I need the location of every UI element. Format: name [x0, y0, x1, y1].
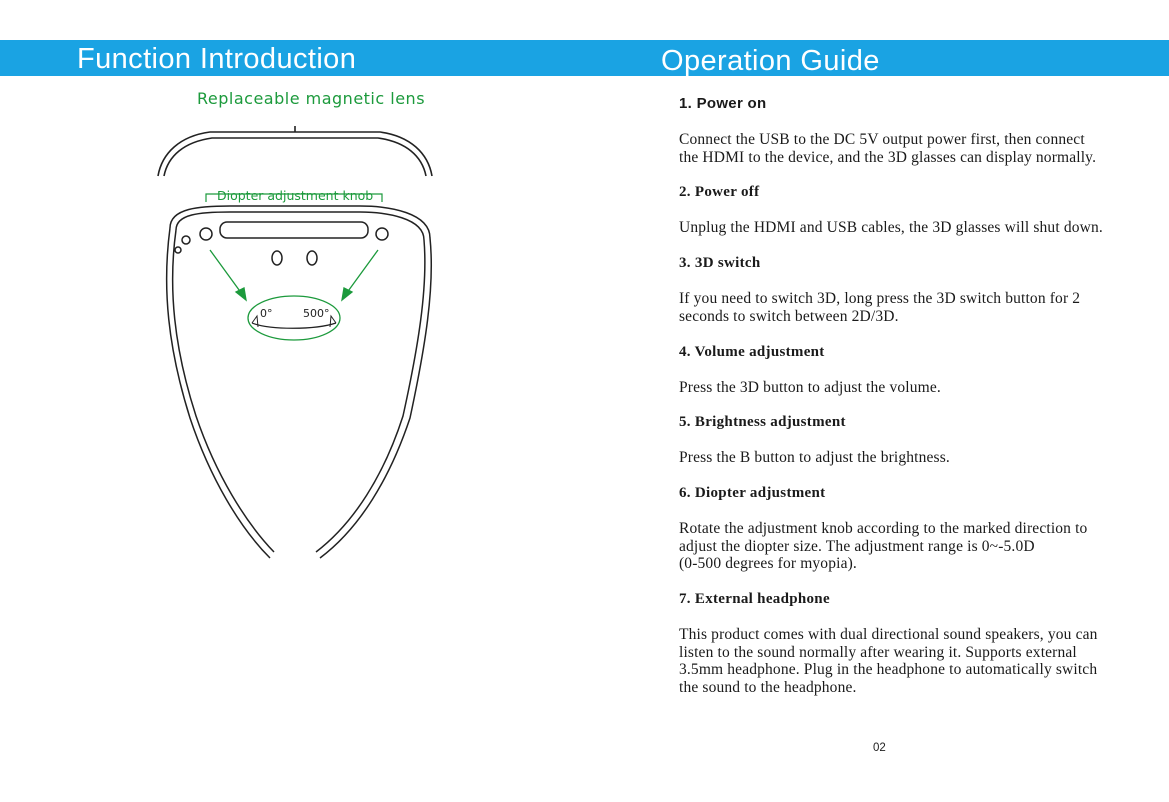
knob-label: Diopter adjustment knob — [217, 188, 374, 203]
section-volume — [679, 343, 1149, 397]
section-title: 1. Power on — [679, 95, 767, 112]
section-title: 5. Brightness adjustment — [679, 414, 846, 431]
function-introduction-heading: Function Introduction — [77, 43, 357, 75]
scale-max-label: 500° — [303, 307, 330, 320]
section-body: Rotate the adjustment knob according to the marked direction to adjust the diopter size. The adjustment range is 0~-5.0D (0-500 degrees for myopia). — [679, 519, 1088, 573]
operation-guide-heading: Operation Guide — [661, 45, 880, 77]
section-title: 2. Power off — [679, 184, 760, 201]
section-body: If you need to switch 3D, long press the 3D switch button for 2 seconds to switch between 2D/3D. — [679, 290, 1081, 325]
section-title: 4. Volume adjustment — [679, 343, 825, 360]
scale-arrow — [252, 323, 336, 328]
knob-bracket — [206, 194, 382, 202]
operation-guide — [679, 90, 1149, 714]
glasses-diagram — [140, 118, 460, 568]
section-body: This product comes with dual directional sound speakers, you can listen to the sound normally after wearing it. Supports external 3.5mm headphone. Plug in the headphone to automatically switch the sound to the headphone. — [679, 626, 1098, 697]
section-power-on — [679, 95, 1149, 166]
section-body: Press the 3D button to adjust the volume. — [679, 378, 941, 396]
section-3d-switch — [679, 254, 1149, 325]
glasses-frame — [167, 206, 432, 558]
section-diopter — [679, 484, 1149, 573]
header-bar — [0, 40, 1169, 76]
lens-label: Replaceable magnetic lens — [197, 89, 426, 108]
section-title: 7. External headphone — [679, 591, 830, 608]
section-title: 6. Diopter adjustment — [679, 484, 826, 501]
section-body: Connect the USB to the DC 5V output power first, then connect the HDMI to the device, and the 3D glasses can display normally. — [679, 131, 1097, 166]
page-number: 02 — [873, 742, 886, 754]
magnetic-lens-illustration — [158, 126, 432, 176]
section-body: Press the B button to adjust the brightness. — [679, 449, 950, 467]
section-body: Unplug the HDMI and USB cables, the 3D glasses will shut down. — [679, 219, 1103, 237]
section-title: 3. 3D switch — [679, 255, 761, 272]
scale-min-label: 0° — [260, 307, 273, 320]
section-brightness — [679, 413, 1149, 467]
section-headphone — [679, 590, 1149, 697]
knob-arrows — [210, 250, 378, 300]
section-power-off — [679, 183, 1149, 237]
